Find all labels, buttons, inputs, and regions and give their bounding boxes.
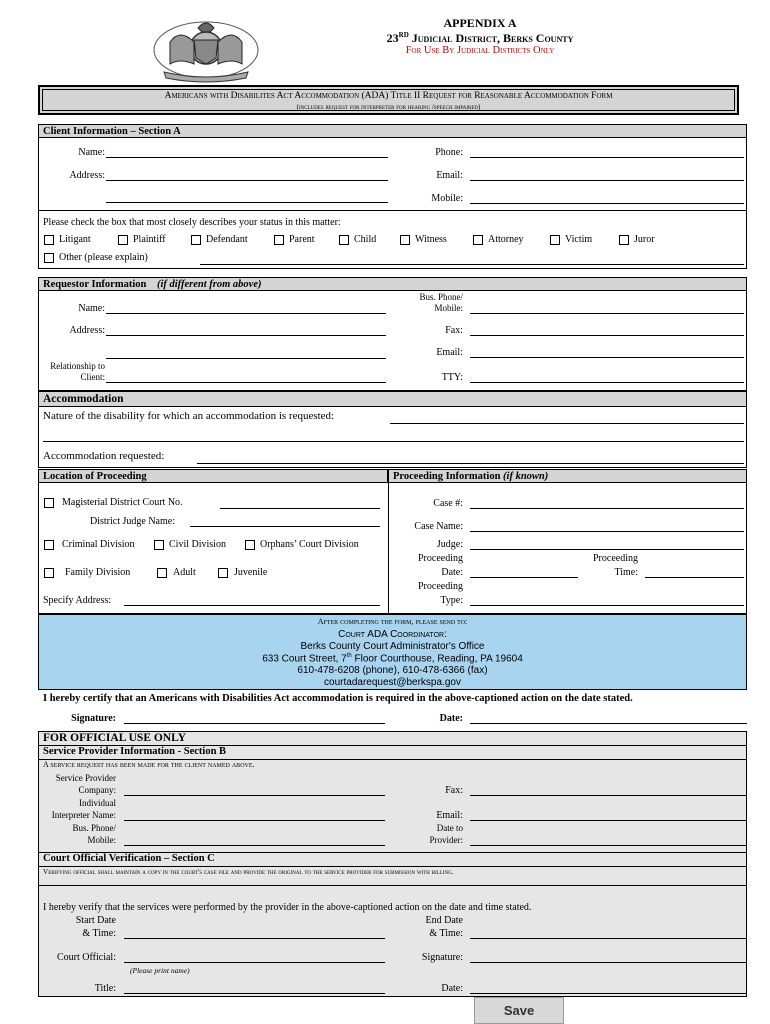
location-heading: Location of Proceeding: [38, 469, 388, 483]
label-family: Family Division: [65, 567, 131, 578]
section-b-note: A service request has been made for the client named above.: [43, 760, 255, 769]
section-b-heading: Service Provider Information - Section B: [43, 746, 227, 757]
case-no-label: Case #:: [433, 498, 463, 509]
client-name-field[interactable]: [106, 146, 388, 158]
label-victim: Victim: [565, 234, 593, 245]
relationship-label-2: Client:: [80, 372, 105, 382]
magisterial-court-field[interactable]: [220, 497, 380, 509]
requestor-address-field[interactable]: [106, 324, 386, 336]
requestor-tty-field[interactable]: [470, 371, 744, 383]
client-phone-field[interactable]: [470, 146, 744, 158]
requested-field[interactable]: [197, 452, 744, 464]
client-address-label: Address:: [69, 170, 105, 181]
requestor-address-label: Address:: [69, 325, 105, 336]
use-note: For Use By Judicial Districts Only: [405, 45, 555, 56]
provider-bus-label-1: Bus. Phone/: [72, 823, 116, 833]
office-address-b: Floor Courthouse, Reading, PA 19604: [351, 653, 523, 665]
ada-coordinator: [38, 629, 747, 640]
checkbox-defendant[interactable]: [191, 235, 201, 245]
proceeding-date-label-1: Proceeding: [418, 553, 463, 564]
certify-date-field[interactable]: [470, 712, 747, 724]
checkbox-magisterial[interactable]: [44, 498, 54, 508]
label-juvenile: Juvenile: [234, 567, 268, 578]
form-subtitle: (includes request for interpreter for hearing /speech impaired): [296, 103, 481, 111]
provider-bus-label-2: Mobile:: [87, 835, 116, 845]
form-title: Americans with Disabilites Act Accommodation (ADA) Title II Request for Reasonable Accommodation Form: [164, 91, 613, 101]
provider-fax-label: Fax:: [445, 785, 463, 796]
label-child: Child: [354, 234, 377, 245]
label-magisterial: Magisterial District Court No.: [62, 497, 183, 508]
checkbox-other[interactable]: [44, 253, 54, 263]
certify-statement: I hereby certify that an Americans with Disabilities Act accommodation is required in the above-captioned action on the date stated.: [43, 693, 633, 704]
label-attorney: Attorney: [488, 234, 524, 245]
requestor-name-label: Name:: [78, 303, 105, 314]
office-email: courtadarequest@berkspa.gov: [324, 677, 461, 688]
official-date-label: Date:: [441, 983, 463, 994]
end-label-1: End Date: [425, 915, 463, 926]
proceeding-type-label-2: Type:: [440, 595, 463, 606]
client-mobile-label: Mobile:: [431, 193, 463, 204]
admin-office: Berks County Court Administrator's Office: [300, 641, 485, 652]
bus-phone-label-1: Bus. Phone/: [419, 292, 463, 302]
end-label-2: & Time:: [429, 928, 463, 939]
print-name-note: (Please print name): [130, 966, 190, 975]
district-number: 23: [386, 31, 399, 45]
provider-email-field[interactable]: [470, 809, 747, 821]
date-provider-label-2: Provider:: [429, 835, 463, 845]
requestor-fax-label: Fax:: [445, 325, 463, 336]
provider-company-label-1: Service Provider: [55, 773, 116, 783]
proceeding-date-field[interactable]: [470, 566, 578, 578]
nature-label: Nature of the disability for which an accommodation is requested:: [43, 410, 335, 422]
proceeding-time-label-2: Time:: [614, 567, 638, 578]
location-divider: [388, 483, 389, 614]
ada-coordinator-text: Court ADA Coordinator:: [338, 629, 447, 640]
client-section-heading: Client Information – Section A: [38, 124, 747, 138]
start-date-time-field[interactable]: [124, 927, 385, 939]
requestor-tty-label: TTY:: [441, 372, 463, 383]
requested-label: Accommodation requested:: [43, 450, 165, 462]
office-address-sup: th: [346, 653, 352, 659]
official-date-field[interactable]: [470, 982, 747, 994]
checkbox-parent[interactable]: [274, 235, 284, 245]
proceeding-heading-note: (if known): [503, 471, 549, 482]
requestor-address-field-2[interactable]: [106, 347, 386, 359]
proceeding-time-label-1: Proceeding: [593, 553, 638, 564]
section-c-note: Verifying official shall maintain a copy in the court's case file and provide the original to the service provider for submission with billing.: [43, 868, 454, 876]
client-email-label: Email:: [436, 170, 463, 181]
nature-field[interactable]: [390, 412, 744, 424]
provider-company-field[interactable]: [124, 784, 385, 796]
relationship-field[interactable]: [106, 371, 386, 383]
bus-phone-label-2: Mobile:: [434, 303, 463, 313]
checkbox-child[interactable]: [339, 235, 349, 245]
accommodation-heading: Accommodation: [38, 391, 747, 407]
client-phone-label: Phone:: [435, 147, 463, 158]
label-juror: Juror: [634, 234, 655, 245]
client-email-field[interactable]: [470, 169, 744, 181]
provider-company-label-2: Company:: [78, 785, 116, 795]
judge-field[interactable]: [470, 538, 744, 550]
provider-fax-field[interactable]: [470, 784, 747, 796]
office-address: [38, 653, 747, 664]
court-official-label: Court Official:: [57, 952, 116, 963]
start-label-1: Start Date: [75, 915, 116, 926]
proceeding-heading-text: Proceeding Information: [393, 471, 501, 482]
interpreter-label-2: Interpreter Name:: [51, 810, 116, 820]
date-provider-field[interactable]: [470, 834, 747, 846]
specify-address-field[interactable]: [124, 594, 380, 606]
client-status-divider: [38, 210, 747, 211]
section-c-divider-2: [38, 866, 747, 867]
pa-coat-of-arms-seal: [150, 18, 262, 84]
case-no-field[interactable]: [470, 497, 744, 509]
nature-field-2[interactable]: [43, 430, 744, 442]
district-judge-field[interactable]: [190, 515, 380, 527]
date-provider-label-1: Date to: [436, 823, 463, 833]
label-defendant: Defendant: [206, 234, 248, 245]
certify-date-label: Date:: [439, 713, 463, 724]
requestor-email-field[interactable]: [470, 346, 744, 358]
official-signature-label: Signature:: [421, 952, 463, 963]
label-adult: Adult: [173, 567, 196, 578]
official-heading: FOR OFFICIAL USE ONLY: [43, 732, 187, 744]
checkbox-juror[interactable]: [619, 235, 629, 245]
office-address-a: 633 Court Street, 7: [262, 653, 347, 665]
district-superscript: RD: [398, 31, 409, 39]
label-civil: Civil Division: [169, 539, 226, 550]
provider-email-label: Email:: [436, 810, 463, 821]
checkbox-civil[interactable]: [154, 540, 164, 550]
requestor-fax-field[interactable]: [470, 324, 744, 336]
form-title-box: [38, 85, 739, 115]
relationship-label-1: Relationship to: [50, 361, 105, 371]
proceeding-date-label-2: Date:: [441, 567, 463, 578]
official-title-field[interactable]: [124, 982, 385, 994]
office-phone-fax: 610-478-6208 (phone), 610-478-6366 (fax): [297, 665, 488, 676]
district-name: Judicial District, Berks County: [408, 31, 574, 45]
save-button[interactable]: Save: [474, 997, 564, 1024]
status-prompt: Please check the box that most closely describes your status in this matter:: [43, 217, 341, 228]
client-name-label: Name:: [78, 147, 105, 158]
certify-signature-field[interactable]: [124, 712, 385, 724]
district-title: [330, 31, 630, 46]
court-official-field[interactable]: [124, 951, 385, 963]
label-criminal: Criminal Division: [62, 539, 135, 550]
requestor-bus-phone-field[interactable]: [470, 302, 744, 314]
official-signature-field[interactable]: [470, 951, 747, 963]
proceeding-heading: [388, 469, 747, 483]
checkbox-litigant[interactable]: [44, 235, 54, 245]
official-title-label: Title:: [94, 983, 116, 994]
checkbox-witness[interactable]: [400, 235, 410, 245]
client-address-field[interactable]: [106, 169, 388, 181]
checkbox-plaintiff[interactable]: [118, 235, 128, 245]
proceeding-time-field[interactable]: [645, 566, 744, 578]
client-mobile-field[interactable]: [470, 192, 744, 204]
client-address-field-2[interactable]: [106, 191, 388, 203]
requestor-name-field[interactable]: [106, 302, 386, 314]
checkbox-family[interactable]: [44, 568, 54, 578]
verify-statement: I hereby verify that the services were performed by the provider in the above-captioned action on the date and time stated.: [43, 902, 532, 913]
send-to-instruction: After completing the form, please send to:: [317, 617, 468, 626]
case-name-label: Case Name:: [414, 521, 463, 532]
provider-bus-field[interactable]: [124, 834, 385, 846]
label-plaintiff: Plaintiff: [133, 234, 166, 245]
checkbox-criminal[interactable]: [44, 540, 54, 550]
proceeding-type-field[interactable]: [470, 594, 744, 606]
checkbox-orphans[interactable]: [245, 540, 255, 550]
interpreter-label-1: Individual: [79, 798, 116, 808]
label-parent: Parent: [289, 234, 315, 245]
label-specify-address: Specify Address:: [43, 595, 112, 606]
section-c-divider-3: [38, 885, 747, 886]
requestor-section-heading: [38, 277, 747, 291]
label-witness: Witness: [415, 234, 447, 245]
requestor-email-label: Email:: [436, 347, 463, 358]
appendix-title: APPENDIX A: [443, 16, 517, 30]
requestor-heading-note: (if different from above): [156, 279, 262, 290]
end-date-time-field[interactable]: [470, 927, 747, 939]
other-explain-field[interactable]: [200, 253, 744, 265]
label-district-judge: District Judge Name:: [90, 516, 175, 527]
interpreter-field[interactable]: [124, 809, 385, 821]
requestor-heading-text: Requestor Information: [43, 279, 147, 290]
label-other: Other (please explain): [59, 252, 148, 263]
case-name-field[interactable]: [470, 520, 744, 532]
judge-label: Judge:: [436, 539, 463, 550]
certify-signature-label: Signature:: [71, 713, 116, 724]
checkbox-victim[interactable]: [550, 235, 560, 245]
section-c-heading: Court Official Verification – Section C: [43, 853, 215, 864]
proceeding-type-label-1: Proceeding: [418, 581, 463, 592]
label-orphans: Orphans’ Court Division: [260, 539, 359, 550]
start-label-2: & Time:: [82, 928, 116, 939]
checkbox-adult[interactable]: [157, 568, 167, 578]
checkbox-juvenile[interactable]: [218, 568, 228, 578]
checkbox-attorney[interactable]: [473, 235, 483, 245]
label-litigant: Litigant: [59, 234, 91, 245]
